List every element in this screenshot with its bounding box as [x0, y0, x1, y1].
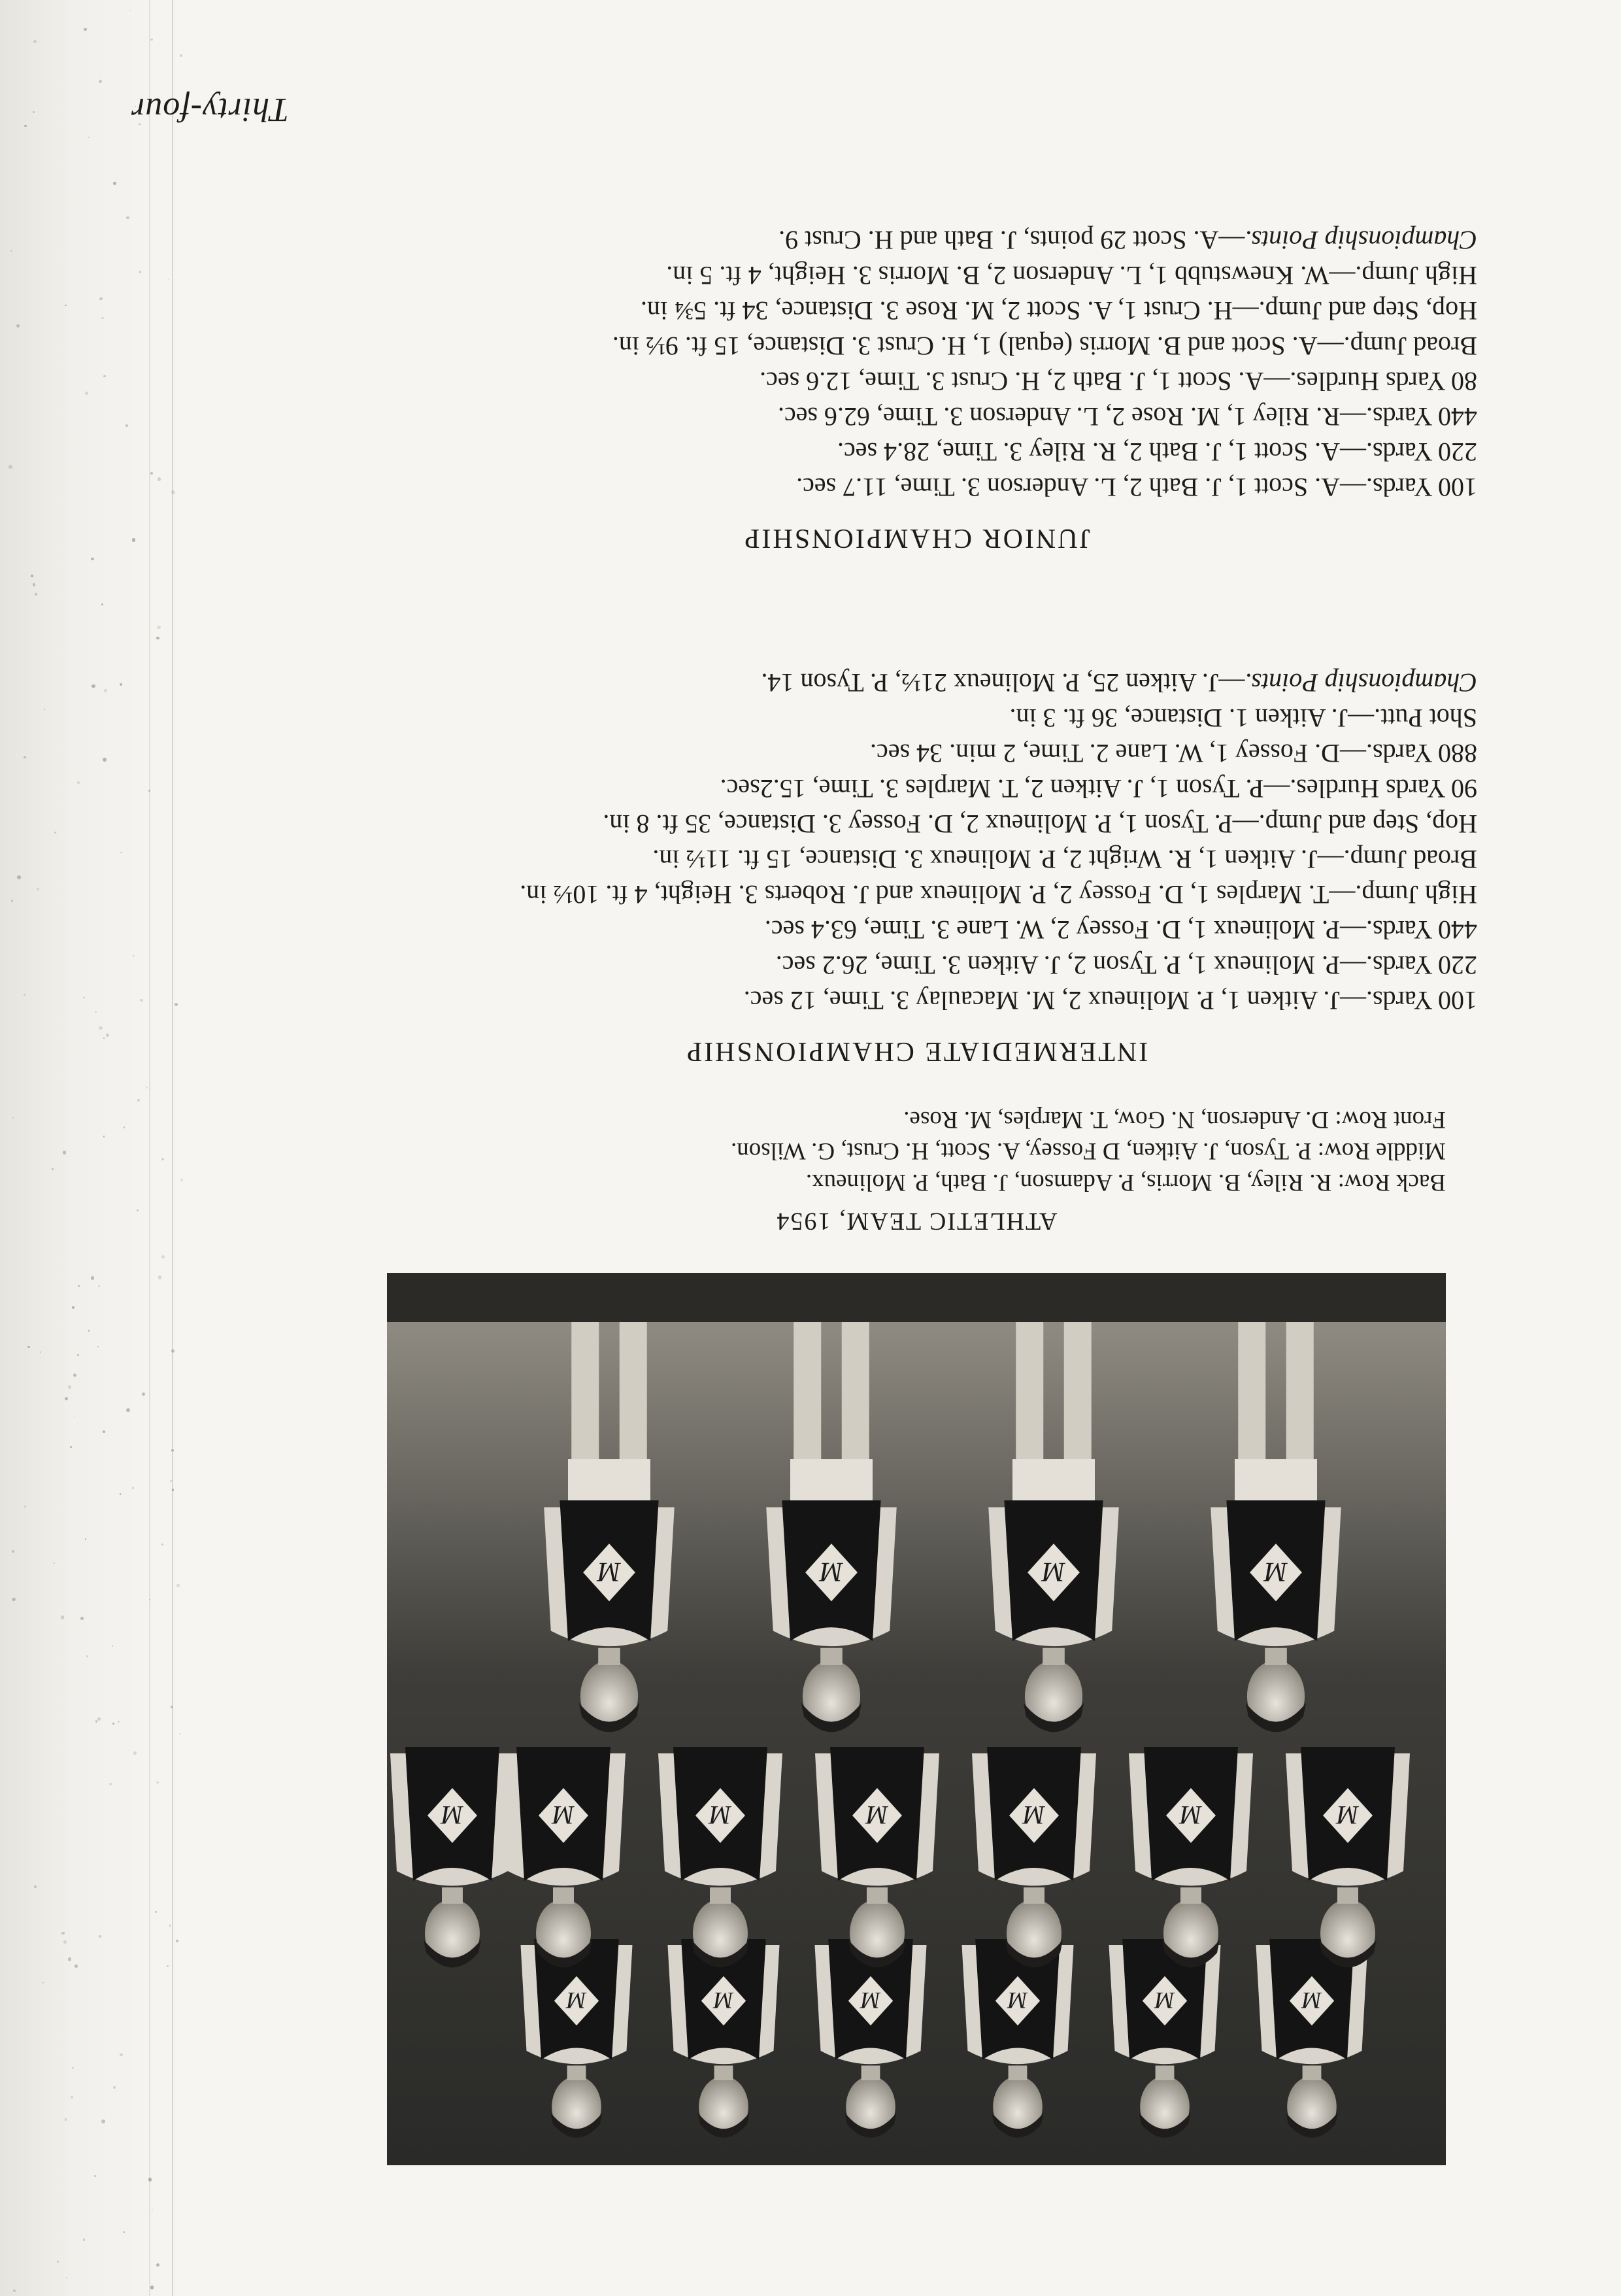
caption-middle-row: Middle Row: P. Tyson, J. Aitken, D Fossey, A. Scott, H. Crust, G. Wilson.: [730, 1138, 1446, 1164]
scan-edge-strip: [0, 0, 183, 2296]
result-item: 90 Yards Hurdles.—P. Tyson 1, J. Aitken 2, T. Marples 3. Time, 15.2sec.: [720, 774, 1477, 803]
monogram-text: M: [861, 1987, 880, 2014]
scan-edge-line: [149, 0, 150, 2296]
scan-speck: [24, 125, 27, 127]
scan-speck: [24, 994, 25, 995]
monogram-text: M: [1337, 1800, 1359, 1830]
result-item: 220 Yards.—A. Scott 1, J. Bath 2, R. Riley 3. Time, 28.4 sec.: [837, 437, 1477, 467]
championship-points-label: Championship Points.: [1245, 668, 1477, 698]
scan-speck: [92, 684, 95, 688]
monogram-text: M: [1155, 1987, 1175, 2014]
scan-speck: [85, 1538, 87, 1540]
scan-speck: [101, 317, 104, 320]
scan-speck: [61, 1615, 64, 1619]
scan-speck: [91, 558, 93, 560]
bench: [387, 1273, 1446, 1322]
scan-speck: [12, 1550, 14, 1553]
scan-speck: [68, 1957, 72, 1961]
championship-points: [366, 222, 1477, 258]
result-item: Hop, Step and Jump.—H. Crust 1, A. Scott 2, M. Rose 3. Distance, 34 ft. 5¾ in.: [641, 296, 1477, 326]
scan-speck: [24, 756, 25, 758]
monogram-text: M: [1302, 1987, 1322, 2014]
scan-speck: [63, 1940, 67, 1944]
scan-speck: [149, 1599, 150, 1600]
photo-caption-title: ATHLETIC TEAM, 1954: [775, 1207, 1058, 1235]
scan-speck: [78, 1285, 80, 1287]
result-item: High Jump.—W. Knewstubb 1, L. Anderson 2, B. Morris 3. Height, 4 ft. 5 in.: [666, 261, 1477, 290]
monogram-text: M: [709, 1800, 731, 1830]
scan-speck: [146, 1087, 148, 1089]
result-item: Shot Putt.—J. Aitken 1. Distance, 36 ft. 3 in.: [1009, 703, 1477, 733]
scan-speck: [83, 2238, 85, 2240]
photo-caption-rows: [387, 1104, 1446, 1198]
intermediate-results: [366, 665, 1477, 1018]
scan-speck: [106, 1034, 109, 1037]
scan-edge-line: [172, 0, 173, 2296]
page-number: Thirty-four: [131, 91, 290, 128]
scan-speck: [176, 1584, 179, 1587]
monogram-text: M: [441, 1800, 463, 1830]
scan-speck: [17, 876, 20, 879]
monogram-text: M: [1008, 1987, 1028, 2014]
scan-speck: [94, 2175, 96, 2177]
monogram-text: M: [866, 1800, 888, 1830]
scan-speck: [83, 997, 84, 998]
scan-speck: [71, 2096, 73, 2099]
scan-speck: [99, 297, 102, 300]
scan-speck: [99, 1026, 103, 1030]
intermediate-heading: INTERMEDIATE CHAMPIONSHIP: [684, 1036, 1148, 1066]
scan-speck: [169, 1925, 171, 1926]
scan-speck: [156, 637, 159, 639]
scan-speck: [126, 1408, 130, 1412]
monogram-text: M: [1264, 1556, 1288, 1587]
scan-speck: [13, 2289, 15, 2291]
monogram-text: M: [820, 1556, 843, 1587]
scan-speck: [124, 2232, 125, 2233]
scan-speck: [40, 1351, 41, 1353]
scan-speck: [148, 2178, 152, 2182]
caption-front-row: Front Row: D. Anderson, N. Gow, T. Marples, M. Rose.: [903, 1106, 1446, 1133]
scan-speck: [167, 1965, 169, 1967]
result-item: 880 Yards.—D. Fossey 1, W. Lane 2. Time, 2 min. 34 sec.: [870, 739, 1477, 768]
scan-speck: [57, 2261, 59, 2263]
scan-speck: [157, 626, 160, 629]
scan-speck: [10, 250, 12, 252]
monogram-text: M: [1023, 1800, 1045, 1830]
scan-speck: [150, 2286, 154, 2289]
championship-points-text: —A. Scott 29 points, J. Bath and H. Crust 9.: [778, 226, 1245, 255]
scan-speck: [126, 216, 129, 219]
scan-speck: [139, 271, 141, 273]
championship-points-label: Championship Points.: [1245, 226, 1477, 255]
result-item: 80 Yards Hurdles.—A. Scott 1, J. Bath 2, H. Crust 3. Time, 12.6 sec.: [760, 367, 1477, 396]
team-photo: [387, 1273, 1446, 2165]
scan-speck: [72, 2067, 73, 2068]
result-item: 440 Yards.—R. Riley 1, M. Rose 2, L. Anderson 3. Time, 62.6 sec.: [777, 402, 1477, 431]
monogram-text: M: [567, 1987, 586, 2014]
scan-speck: [132, 538, 135, 541]
championship-points: [366, 665, 1477, 700]
scan-speck: [95, 1011, 96, 1013]
scan-speck: [70, 1446, 72, 1448]
scan-speck: [77, 781, 80, 784]
monogram-text: M: [1042, 1556, 1065, 1587]
caption-back-row: Back Row: R. Riley, B. Morris, P. Adamson, J. Bath, P. Molineux.: [805, 1169, 1446, 1196]
scan-speck: [97, 1346, 99, 1347]
monogram-text: M: [714, 1987, 733, 2014]
scan-speck: [84, 28, 87, 31]
scan-speck: [155, 1911, 157, 1913]
scan-speck: [158, 477, 161, 481]
scan-speck: [109, 1783, 112, 1785]
scan-speck: [34, 1885, 36, 1887]
scan-speck: [171, 1706, 173, 1708]
scan-speck: [95, 1720, 98, 1723]
result-item: 220 Yards.—P. Molineux 1, P. Tyson 2, J. Aitken 3. Time, 26.2 sec.: [775, 951, 1477, 980]
monogram-text: M: [597, 1556, 621, 1587]
result-item: 100 Yards.—A. Scott 1, J. Bath 2, L. Anderson 3. Time, 11.7 sec.: [796, 473, 1477, 502]
scan-speck: [8, 465, 12, 469]
scan-speck: [16, 324, 20, 328]
scan-speck: [77, 1354, 79, 1356]
junior-results: [366, 222, 1477, 505]
championship-points-text: —J. Aitken 25, P. Molineux 21½, P. Tyson 14.: [761, 668, 1245, 698]
monogram-text: M: [1180, 1800, 1202, 1830]
result-item: Hop, Step and Jump.—P. Tyson 1, P. Molineux 2, D. Fossey 3. Distance, 35 ft. 8 in.: [603, 809, 1477, 839]
scan-speck: [175, 1003, 178, 1006]
scan-speck: [161, 1158, 164, 1160]
result-item: 100 Yards.—J. Aitken 1, P. Molineux 2, M. Macaulay 3. Time, 12 sec.: [743, 986, 1477, 1015]
result-item: 440 Yards.—P. Molineux 1, D. Fossey 2, W. Lane 3. Time, 63.4 sec.: [764, 915, 1477, 945]
scan-speck: [133, 1751, 137, 1755]
scan-speck: [161, 1544, 163, 1545]
scan-speck: [72, 1306, 75, 1309]
scan-speck: [42, 1982, 44, 1984]
scan-speck: [35, 593, 37, 596]
scan-speck: [65, 1397, 68, 1400]
scan-speck: [68, 1385, 71, 1389]
scan-speck: [120, 683, 122, 686]
result-item: Broad Jump.—J. Aitken 1, R. Wright 2, P. Molineux 3. Distance, 15 ft. 11½ in.: [652, 845, 1477, 874]
team-photo-graphic: [387, 1273, 1446, 2165]
scan-speck: [120, 1494, 121, 1495]
scan-speck: [172, 1489, 174, 1491]
scan-speck: [52, 1168, 54, 1170]
scan-speck: [142, 1393, 145, 1396]
scan-speck: [170, 1480, 172, 1482]
scan-speck: [118, 1721, 120, 1723]
scan-speck: [103, 375, 106, 378]
scan-speck: [180, 1179, 183, 1181]
result-item: Broad Jump.—A. Scott and B. Morris (equal) 1, H. Crust 3. Distance, 15 ft. 9½ in.: [612, 331, 1477, 361]
scan-speck: [61, 1932, 64, 1934]
junior-heading: JUNIOR CHAMPIONSHIP: [743, 523, 1090, 553]
scan-speck: [101, 603, 103, 605]
scan-speck: [112, 1646, 113, 1647]
result-item: High Jump.—T. Marples 1, D. Fossey 2, P. Molineux and J. Roberts 3. Height, 4 ft. 10½ in.: [520, 880, 1477, 909]
monogram-text: M: [552, 1800, 575, 1830]
scan-speck: [137, 1209, 138, 1211]
scan-speck: [125, 424, 128, 427]
